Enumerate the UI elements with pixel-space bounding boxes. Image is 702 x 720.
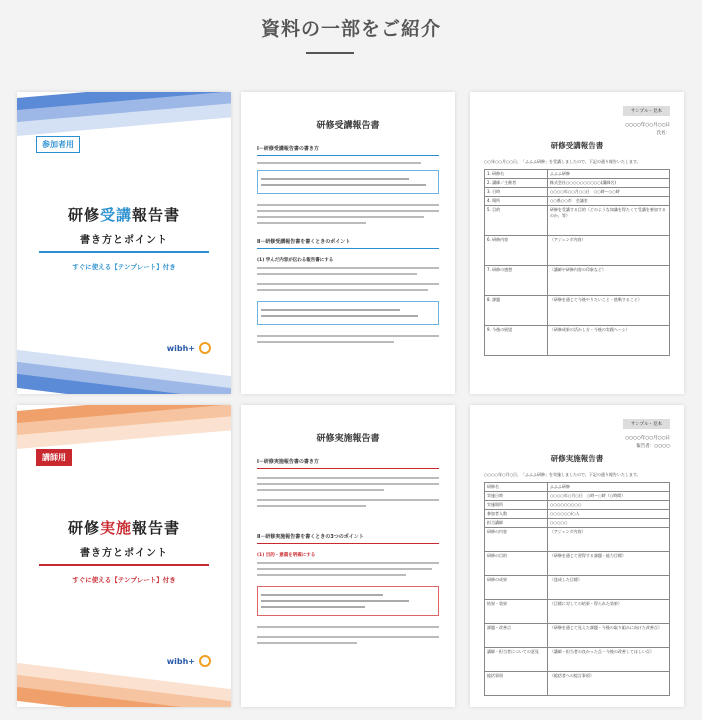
guide-title: 研修実施報告書	[316, 434, 380, 444]
sample-badge: サンプル・見本	[623, 106, 670, 116]
form-row-label: 研修名	[485, 483, 548, 492]
guide-subheading: (1) 目的・意義を明確にする	[257, 553, 316, 558]
guide-section-heading: Ⅰ－研修受講報告書の書き方	[257, 145, 439, 156]
form-row-label: 7. 研修の感想	[485, 266, 548, 296]
form-row-label: 4. 場所	[485, 197, 548, 206]
audience-tag: 講師用	[36, 449, 72, 466]
form-row-value: （達成した目標）	[547, 576, 669, 600]
form-page-instructor[interactable]	[470, 405, 684, 707]
form-row-label: 9. 今後の展望	[485, 326, 548, 356]
form-intro: ○○年○○月○○日、「ふふふ研修」を受講しましたので、下記の通り報告いたします。	[484, 159, 641, 164]
form-row-value: 株式会社○○○○○○○○○○(講師名)	[547, 179, 669, 188]
form-row-label: 5. 目的	[485, 206, 548, 236]
form-row-label: 参加者人数	[485, 510, 548, 519]
form-row	[485, 296, 670, 326]
logo-mark-icon	[199, 655, 211, 667]
form-page-attendee[interactable]	[470, 92, 684, 394]
form-row-value: （総括者への提言事項）	[547, 672, 669, 696]
form-row-value: ふふふ研修	[547, 170, 669, 179]
form-row	[485, 170, 670, 179]
form-row	[485, 672, 670, 696]
cover-divider	[39, 564, 209, 566]
guide-title: 研修受講報告書	[316, 121, 380, 131]
form-row	[485, 600, 670, 624]
form-row	[485, 528, 670, 552]
form-row-value: （研修を通じて見えた課題・今後の取り組みに向けた改善点）	[547, 624, 669, 648]
form-row-value: ふふふ研修	[547, 483, 669, 492]
form-row	[485, 188, 670, 197]
form-row	[485, 492, 670, 501]
form-intro: ○○○○年○月○日、「ふふふ研修」を実施しましたので、下記の通り報告いたします。	[484, 472, 641, 477]
heading-underline	[306, 52, 354, 54]
form-row-value: （研修を通じて今後やりたいこと・挑戦すること）	[547, 296, 669, 326]
form-row-value: （講師や研修内容の印象など）	[547, 266, 669, 296]
form-row-label: 研修の内容	[485, 528, 548, 552]
form-row-value: ○○○○○	[547, 519, 669, 528]
form-row	[485, 510, 670, 519]
guide-section-heading: Ⅰ－研修実施報告書の書き方	[257, 458, 439, 469]
form-row-label: 講師・担当者についての意見	[485, 648, 548, 672]
form-row-label: 実施場所	[485, 501, 548, 510]
section-heading: 資料の一部をご紹介	[260, 18, 441, 40]
form-row	[485, 552, 670, 576]
form-title: 研修実施報告書	[550, 454, 604, 463]
guide-callout	[257, 170, 439, 194]
cover-divider	[39, 251, 209, 253]
form-row-value: （アジェンダ内容）	[547, 528, 669, 552]
cover-subtitle: 書き方とポイント	[80, 235, 168, 246]
form-title: 研修受講報告書	[550, 141, 604, 150]
sample-badge: サンプル・見本	[623, 419, 670, 429]
form-row-value: ○○○○○○○○○	[547, 501, 669, 510]
form-row	[485, 236, 670, 266]
form-row-value: （研修成果の活かし方・今後の実践ヘーシ）	[547, 326, 669, 356]
form-row	[485, 326, 670, 356]
cover-note: すぐに使える【テンプレート】付き	[72, 576, 176, 584]
guide-callout	[257, 586, 439, 616]
form-row	[485, 266, 670, 296]
form-row-value: ○○○○年○月○日 ○時～○時（○時間）	[547, 492, 669, 501]
form-row-value: ○○○○○○/○人	[547, 510, 669, 519]
form-row	[485, 624, 670, 648]
logo-mark-icon	[199, 342, 211, 354]
form-date: ○○○○年○○月○○日	[625, 123, 670, 128]
brand-logo: wibh+	[167, 342, 211, 354]
form-table	[484, 482, 670, 696]
form-row-label: 総括事項	[485, 672, 548, 696]
cover-subtitle: 書き方とポイント	[80, 548, 168, 559]
guide-section-heading: Ⅱ－研修受講報告書を書くときのポイント	[257, 238, 439, 249]
form-row-value: ○○○○年○○月○○日 ○○時～○○時	[547, 188, 669, 197]
form-row-value: （研修を通じて習得する課題・能力目標）	[547, 552, 669, 576]
form-row	[485, 197, 670, 206]
form-row-value: 研修を受講する目的（どのような知識を得たくて受講を参加するのか、等）	[547, 206, 669, 236]
guide-section-heading: Ⅱ－研修実施報告書を書くときの3つのポイント	[257, 533, 439, 544]
cover-title: 研修受講報告書	[67, 206, 181, 224]
form-row	[485, 179, 670, 188]
form-row	[485, 648, 670, 672]
form-row	[485, 576, 670, 600]
form-row-value: （目標に対しての結果・得られた効果）	[547, 600, 669, 624]
form-row-label: 6. 研修内容	[485, 236, 548, 266]
cover-page-attendee[interactable]	[17, 92, 231, 394]
cover-title: 研修実施報告書	[67, 519, 181, 537]
form-row-label: 8. 課題	[485, 296, 548, 326]
brand-logo: wibh+	[167, 655, 211, 667]
guide-page-instructor[interactable]	[241, 405, 455, 707]
form-row-value: （アジェンダ内容）	[547, 236, 669, 266]
form-row-label: 3. 日時	[485, 188, 548, 197]
cover-note: すぐに使える【テンプレート】付き	[72, 263, 176, 271]
form-row	[485, 483, 670, 492]
form-row-value: （講師・担当者の良かった点・今後の改善してほしい点）	[547, 648, 669, 672]
form-row-label: 実施日時	[485, 492, 548, 501]
form-recipient: 報告者：○○○○	[636, 444, 670, 449]
form-row-label: 研修の成果	[485, 576, 548, 600]
form-table	[484, 169, 670, 356]
form-row-label: 2. 講師／主催者	[485, 179, 548, 188]
audience-tag: 参加者用	[36, 136, 80, 153]
form-row	[485, 519, 670, 528]
form-row	[485, 206, 670, 236]
form-recipient: 氏名：	[656, 131, 670, 136]
guide-page-attendee[interactable]	[241, 92, 455, 394]
form-date: ○○○○年○○月○○日	[625, 436, 670, 441]
form-row-value: ○○県○○市 会議室	[547, 197, 669, 206]
form-row-label: 研修の目的	[485, 552, 548, 576]
guide-callout	[257, 301, 439, 325]
guide-subheading: (1) 学んだ内容が伝わる報告書にする	[257, 258, 334, 263]
cover-page-instructor[interactable]	[17, 405, 231, 707]
form-row-label: 結果・効果	[485, 600, 548, 624]
form-row-label: 1. 研修名	[485, 170, 548, 179]
form-row-label: 課題・改善点	[485, 624, 548, 648]
form-row	[485, 501, 670, 510]
form-row-label: 担当講師	[485, 519, 548, 528]
